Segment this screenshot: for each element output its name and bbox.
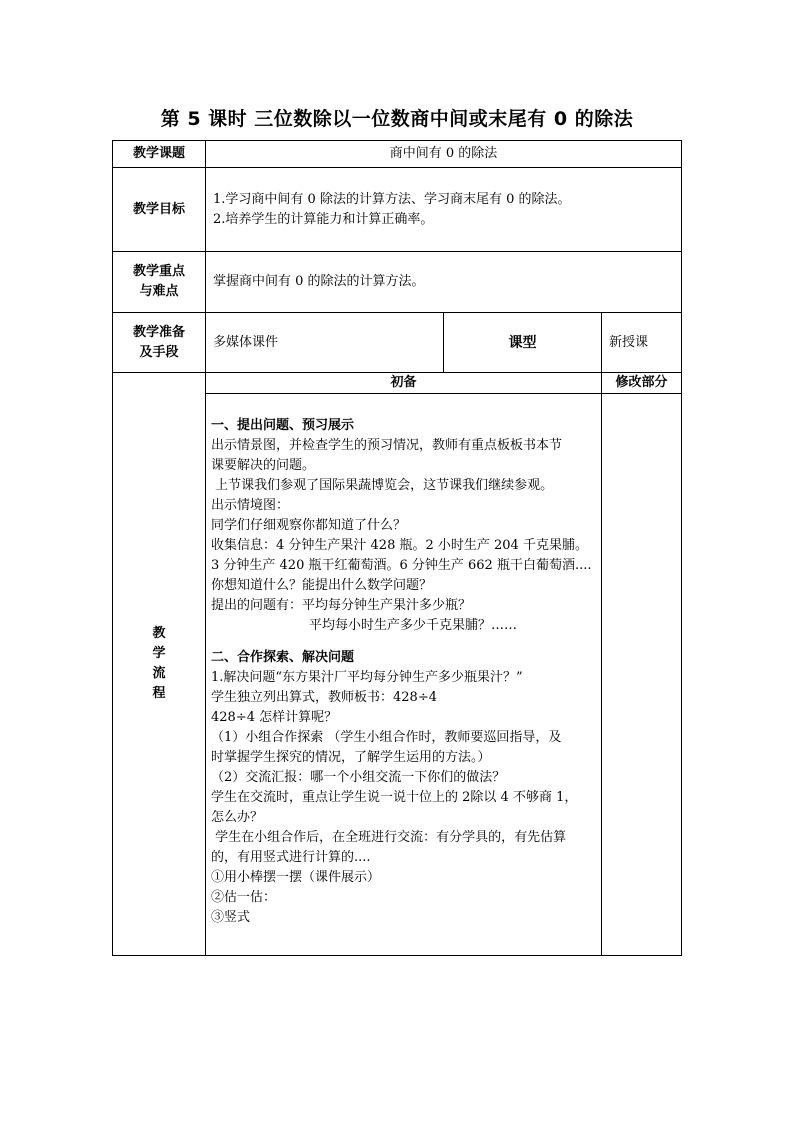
process-label-char-2: 学 bbox=[152, 646, 166, 661]
lesson-plan-table bbox=[112, 140, 682, 956]
keypoints-label-line1: 教学重点 bbox=[132, 264, 185, 279]
section-1-line: 你想知道什么？能提出什么数学问题？ bbox=[211, 578, 433, 593]
section-1-heading: 一、提出问题、预习展示 bbox=[211, 418, 355, 433]
goals-label: 教学目标 bbox=[113, 168, 206, 252]
section-1-line: 出示情景图，并检查学生的预习情况，教师有重点板板书本节 bbox=[211, 438, 563, 453]
row-prep bbox=[113, 313, 682, 373]
process-label-char-1: 教 bbox=[152, 626, 166, 641]
prep-label-line2: 及手段 bbox=[139, 344, 179, 360]
section-2-line: ③竖式 bbox=[211, 910, 251, 925]
section-1-line: 3 分钟生产 420 瓶干红葡萄酒。6 分钟生产 662 瓶干白葡萄酒.... bbox=[211, 558, 592, 573]
section-2-line: 学生在交流时，重点让学生说一说十位上的 2除以 4 不够商 1， bbox=[211, 790, 578, 805]
row-goals bbox=[113, 168, 682, 252]
goals-value bbox=[206, 168, 682, 252]
section-2-line: 学生独立列出算式，教师板书：428÷4 bbox=[211, 690, 437, 705]
draft-content bbox=[206, 394, 602, 956]
lesson-type-value: 新授课 bbox=[602, 313, 682, 373]
goal-item-1: 1.学习商中间有 0 除法的计算方法、学习商末尾有 0 的除法。 bbox=[213, 191, 571, 207]
keypoints-label-line2: 与难点 bbox=[139, 284, 179, 299]
section-2-line: 的，有用竖式进行计算的.... bbox=[211, 850, 371, 865]
process-label-char-4: 程 bbox=[152, 686, 166, 701]
section-2-line: （1）小组合作探索 （学生小组合作时，教师要巡回指导，及 bbox=[211, 730, 562, 745]
section-2-line: 怎么办？ bbox=[211, 810, 264, 825]
prep-label-line1: 教学准备 bbox=[132, 324, 185, 340]
goal-item-2: 2.培养学生的计算能力和计算正确率。 bbox=[213, 211, 434, 227]
section-2-heading: 二、合作探索、解决问题 bbox=[211, 650, 355, 665]
process-label-char-3: 流 bbox=[152, 666, 166, 681]
section-1-line: 收集信息：4 分钟生产果汁 428 瓶。2 小时生产 204 千克果脯。 bbox=[211, 538, 588, 553]
keypoints-value: 掌握商中间有 0 的除法的计算方法。 bbox=[206, 252, 682, 313]
row-process-header bbox=[113, 373, 682, 394]
topic-label: 教学课题 bbox=[113, 141, 206, 168]
section-2-line: （2）交流汇报：哪一个小组交流一下你们的做法？ bbox=[211, 770, 506, 785]
section-1-line: 同学们仔细观察你都知道了什么？ bbox=[211, 518, 407, 533]
section-2-line: 时掌握学生探究的情况，了解学生运用的方法。） bbox=[211, 750, 491, 765]
section-1-line: 提出的问题有：平均每分钟生产果汁多少瓶？ bbox=[211, 598, 472, 613]
revision-column-header: 修改部分 bbox=[602, 373, 682, 394]
section-1-indented-line: 平均每小时生产多少千克果脯？…… bbox=[309, 618, 518, 633]
section-1-line: 课要解决的问题。 bbox=[211, 458, 316, 473]
keypoints-label bbox=[113, 252, 206, 313]
topic-value: 商中间有 0 的除法 bbox=[206, 141, 682, 168]
row-topic bbox=[113, 141, 682, 168]
section-1-line: 出示情境图： bbox=[211, 498, 290, 513]
prep-value: 多媒体课件 bbox=[206, 313, 444, 373]
section-2-line: ②估一估： bbox=[211, 890, 277, 905]
section-2-line: 1.解决问题“东方果汁厂平均每分钟生产多少瓶果汁？” bbox=[211, 670, 523, 685]
section-2-line: ①用小棒摆一摆（课件展示） bbox=[211, 870, 381, 885]
revision-content bbox=[602, 394, 682, 956]
section-1-line: 上节课我们参观了国际果蔬博览会，这节课我们继续参观。 bbox=[211, 478, 554, 493]
section-2-line: 学生在小组合作后，在全班进行交流：有分学具的，有先估算 bbox=[211, 830, 567, 845]
draft-column-header: 初备 bbox=[206, 373, 602, 394]
row-keypoints bbox=[113, 252, 682, 313]
lesson-type-label: 课型 bbox=[444, 313, 602, 373]
section-2-line: 428÷4 怎样计算呢？ bbox=[211, 710, 338, 725]
page-title: 第 5 课时 三位数除以一位数商中间或末尾有 0 的除法 bbox=[160, 108, 634, 130]
process-label bbox=[113, 373, 206, 956]
prep-label bbox=[113, 313, 206, 373]
